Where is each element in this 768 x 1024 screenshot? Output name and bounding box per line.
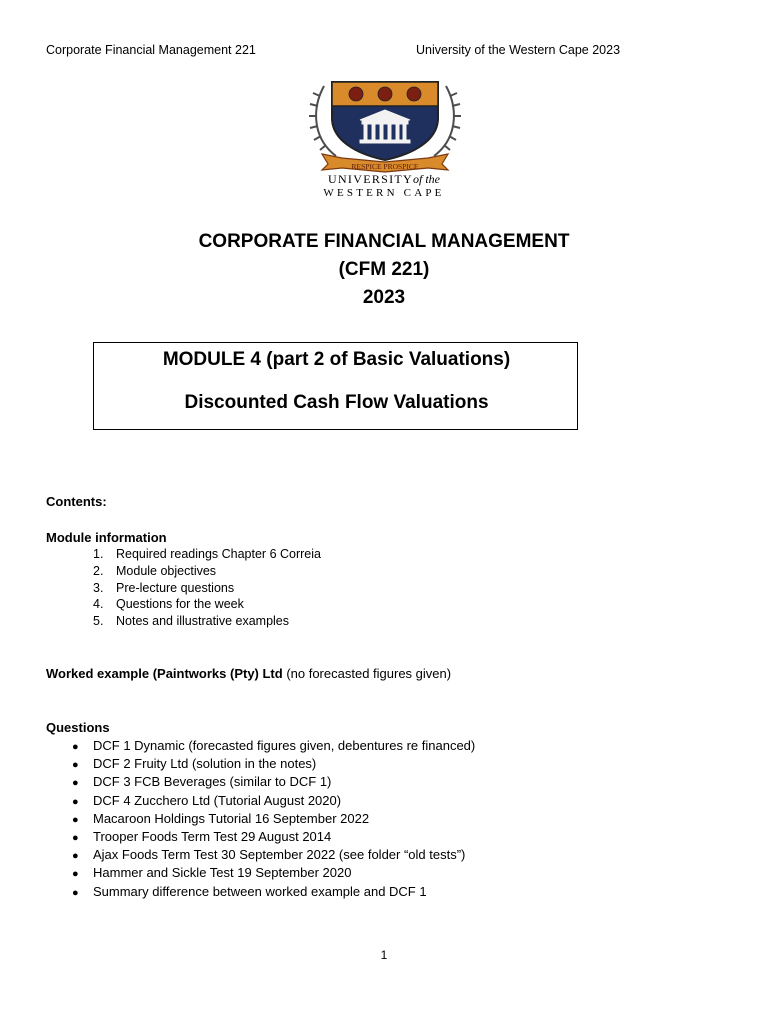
list-text: Macaroon Holdings Tutorial 16 September 2022 bbox=[93, 810, 370, 826]
list-text: DCF 2 Fruity Ltd (solution in the notes) bbox=[93, 756, 317, 772]
list-text: Hammer and Sickle Test 19 September 2020 bbox=[93, 865, 352, 881]
university-name-line2: WESTERN CAPE bbox=[323, 187, 445, 199]
course-code: (CFM 221) bbox=[338, 259, 430, 280]
list-number: 1. bbox=[93, 547, 104, 561]
course-title: CORPORATE FINANCIAL MANAGEMENT bbox=[198, 231, 570, 252]
bullet-icon: ● bbox=[72, 831, 79, 844]
list-item bbox=[72, 883, 475, 901]
list-item bbox=[72, 773, 475, 791]
list-text: Summary difference between worked example and DCF 1 bbox=[93, 883, 427, 899]
page-header-right: University of the Western Cape 2023 bbox=[416, 43, 621, 57]
list-text: Module objectives bbox=[116, 563, 217, 578]
list-text: Trooper Foods Term Test 29 August 2014 bbox=[93, 828, 332, 844]
list-item bbox=[72, 737, 475, 755]
list-text: Notes and illustrative examples bbox=[116, 614, 289, 629]
worked-example-line bbox=[46, 666, 451, 681]
list-text: DCF 1 Dynamic (forecasted figures given, debentures re financed) bbox=[93, 738, 476, 753]
module-info-list bbox=[93, 546, 321, 630]
course-year: 2023 bbox=[362, 287, 406, 308]
flower-emblems bbox=[349, 87, 421, 101]
questions-list bbox=[72, 737, 475, 901]
bullet-icon: ● bbox=[72, 759, 79, 772]
list-text: DCF 3 FCB Beverages (similar to DCF 1) bbox=[93, 774, 332, 790]
university-word: UNIVERSITY bbox=[328, 172, 413, 186]
list-text: DCF 4 Zucchero Ltd (Tutorial August 2020) bbox=[93, 792, 342, 808]
questions-heading: Questions bbox=[46, 720, 110, 735]
contents-label: Contents: bbox=[46, 494, 107, 509]
module-info-heading: Module information bbox=[46, 530, 167, 545]
list-item bbox=[93, 613, 321, 630]
list-item bbox=[93, 546, 321, 563]
worked-example-note: (no forecasted figures given) bbox=[282, 666, 452, 681]
list-item bbox=[93, 596, 321, 613]
list-item bbox=[72, 846, 475, 864]
module-subtitle: Discounted Cash Flow Valuations bbox=[184, 392, 489, 413]
list-text: Ajax Foods Term Test 30 September 2022 (see folder “old tests”) bbox=[93, 847, 466, 863]
module-title: MODULE 4 (part 2 of Basic Valuations) bbox=[162, 349, 511, 370]
list-text: Questions for the week bbox=[116, 597, 244, 612]
bullet-icon: ● bbox=[72, 813, 79, 826]
bullet-icon: ● bbox=[72, 886, 79, 899]
bullet-icon: ● bbox=[72, 741, 79, 753]
list-item bbox=[72, 828, 475, 846]
page-number: 1 bbox=[380, 948, 388, 962]
list-item bbox=[72, 792, 475, 810]
bullet-icon: ● bbox=[72, 868, 79, 881]
university-name-line1 bbox=[0, 172, 768, 187]
of-the-word: of the bbox=[413, 172, 440, 186]
bullet-icon: ● bbox=[72, 777, 79, 790]
list-number: 4. bbox=[93, 597, 104, 612]
bullet-icon: ● bbox=[72, 850, 79, 863]
list-item bbox=[72, 864, 475, 882]
list-number: 3. bbox=[93, 580, 104, 595]
list-item bbox=[72, 810, 475, 828]
page-header-left: Corporate Financial Management 221 bbox=[46, 43, 256, 57]
list-item bbox=[72, 755, 475, 773]
module-box bbox=[93, 342, 578, 430]
bullet-icon: ● bbox=[72, 795, 79, 808]
list-text: Pre-lecture questions bbox=[116, 580, 235, 595]
list-item bbox=[93, 563, 321, 580]
list-text: Required readings Chapter 6 Correia bbox=[116, 547, 321, 561]
worked-example-title: Worked example (Paintworks (Pty) Ltd bbox=[46, 666, 283, 681]
list-number: 5. bbox=[93, 614, 104, 629]
motto-text: RESPICE PROSPICE bbox=[351, 162, 419, 171]
list-item bbox=[93, 580, 321, 597]
list-number: 2. bbox=[93, 563, 104, 578]
